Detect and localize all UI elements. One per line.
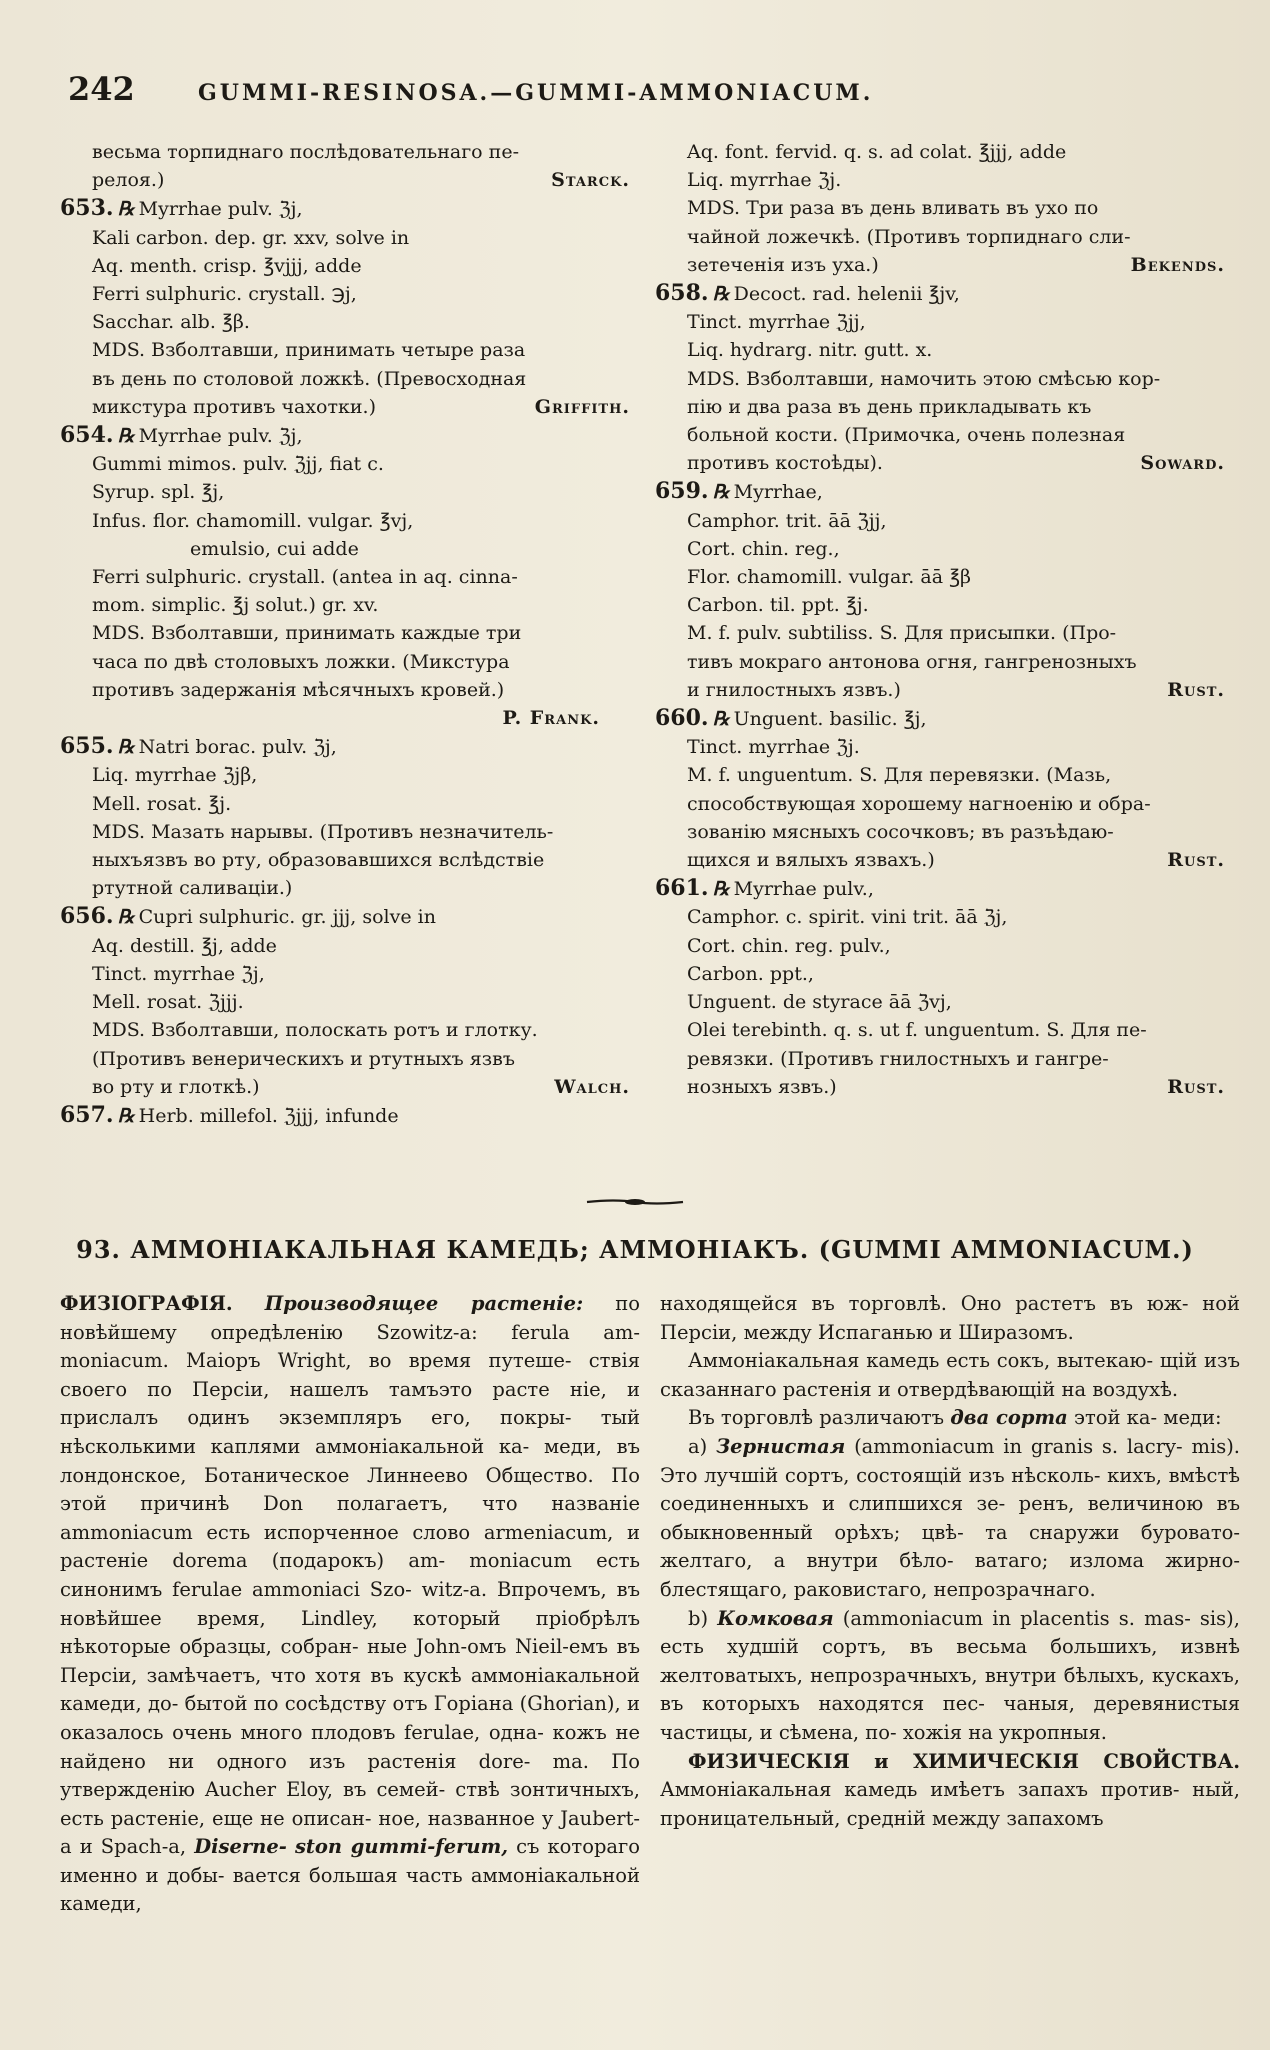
text-line: Carbon. til. ppt. ℥j. — [687, 594, 869, 617]
text-line: Sacchar. alb. ℥β. — [92, 311, 250, 334]
text-line: MDS. Взболтавши, полоскать ротъ и глотку. — [92, 1019, 538, 1042]
text-line: 661. ℞ Myrrhae pulv., — [655, 875, 874, 902]
author: Rust. — [1167, 849, 1225, 872]
text-line: способствующая хорошему нагноенію и обра- — [687, 792, 1151, 815]
text-line: Flor. chamomill. vulgar. āā ℥β — [687, 566, 972, 589]
text-line: Carbon. ppt., — [687, 962, 814, 985]
recipe-symbol: ℞ — [712, 708, 730, 731]
author: Walch. — [554, 1075, 630, 1098]
body-text: по новѣйшему опредѣленію Szowitz-a: ferula am- moniacum. Маіоръ Wright, во время путеше- ствія своего по Персіи, нашелъ тамъэто расте ніе, и прислалъ одинъ экземпляръ его, покры- тый нѣсколькими каплями аммоніакальной ка- меди, въ лондонское, Ботаническое Линнеево Общество. По этой причинѣ Don полагаетъ, что названіе ammoniacum есть испорченное слово armeniacum, и растеніе dorema (подарокъ) am- moniacum есть синонимъ ferulae ammoniaci Szo- witz-a. Впрочемъ, въ новѣйшее время, Lindley, который пріобрѣлъ нѣкоторые образцы, собран- ные John-омъ Nieil-емъ въ Персіи, замѣчаетъ, что хотя въ кускѣ аммоніакальной камеди, до- бытой по сосѣдству отъ Горіана (Ghorian), и оказалось очень много плодовъ ferulae, одна- кожъ не найдено ни одного изъ растенія dore- ma. По утвержденію Aucher Eloy, въ семей- ствѣ зонтичныхъ, есть растеніе, еще не описан- ное, названное у Jaubert-a и Spach-a, — [60, 1292, 641, 1859]
section-heading: ФИЗИЧЕСКІЯ и ХИМИЧЕСКІЯ СВОЙСТВА. — [688, 1749, 1240, 1773]
author: Griffith. — [534, 395, 630, 418]
prescription-661 — [655, 874, 1225, 1101]
text-line: Ferri sulphuric. crystall. (antea in aq. cinna- — [92, 566, 518, 589]
text-line: Kali carbon. dep. gr. xxv, solve in — [92, 226, 410, 249]
prescription-number: 659. — [655, 478, 709, 505]
sorts-paragraph: Въ торговлѣ различаютъ два сорта этой ка- меди: — [688, 1406, 1222, 1430]
text-line: ныхъязвъ во рту, образовавшихся вслѣдствіе — [92, 849, 545, 872]
recipe-symbol: ℞ — [117, 906, 135, 929]
page-header — [68, 70, 1208, 108]
section-title: 93. АММОНІАКАЛЬНАЯ КАМЕДЬ; АММОНІАКЪ. (GUMMI AMMONIACUM.) — [76, 1235, 1194, 1264]
right-column — [655, 138, 1225, 1101]
text-line: MDS. Мазать нарывы. (Противъ незначитель- — [92, 820, 554, 843]
text-line: (Противъ венерическихъ и ртутныхъ язвъ — [92, 1047, 515, 1070]
text-line: релоя.) Starck. — [60, 166, 630, 194]
author: Bekends. — [1130, 253, 1225, 276]
text-line: Aq. menth. crisp. ℥vjjj, adde — [92, 254, 362, 277]
text-line: щихся и вялыхъ язвахъ.) Rust. — [655, 846, 1225, 874]
recipe-symbol: ℞ — [712, 283, 730, 306]
text-line: Unguent. de styrace āā ℨvj, — [687, 991, 952, 1014]
text-line: Cort. chin. reg., — [687, 537, 840, 560]
text-line: 655. ℞ Natri borac. pulv. ℨj, — [60, 733, 337, 760]
section-heading: ФИЗІОГРАФІЯ. — [60, 1292, 233, 1315]
prescription-number: 654. — [60, 422, 114, 449]
text-line: 658. ℞ Decoct. rad. helenii ℥jv, — [655, 280, 960, 307]
ornament-divider — [585, 1197, 685, 1207]
text-line: Cort. chin. reg. pulv., — [687, 934, 891, 957]
text-line: 654. ℞ Myrrhae pulv. ℨj, — [60, 422, 303, 449]
text-line: M. f. pulv. subtiliss. S. Для присыпки. (Про- — [687, 622, 1117, 645]
text-line: Mell. rosat. ℨjjj. — [92, 991, 244, 1014]
body-paragraph: находящейся въ торговлѣ. Оно растетъ въ юж- ной Персіи, между Испаганью и Ширазомъ. — [660, 1292, 1240, 1344]
prescription-660 — [655, 704, 1225, 874]
text-line: Syrup. spl. ℥j, — [92, 481, 225, 504]
recipe-symbol: ℞ — [117, 736, 135, 759]
text-line: 653. ℞ Myrrhae pulv. ℨj, — [60, 195, 303, 222]
text-line: Tinct. myrrhae ℨj, — [92, 962, 265, 985]
sort-b-paragraph: b) Комковая (ammoniacum in placentis s. mas- sis), есть худшій сортъ, въ весьма большихъ, извнѣ желтоватыхъ, непрозрачныхъ, внутри бѣлыхъ, кускахъ, въ которыхъ находятся пес- чаныя, деревянистыя частицы, и сѣмена, по- хожія на укропныя. — [660, 1606, 1240, 1744]
text-line: нозныхъ язвъ.) Rust. — [655, 1073, 1225, 1101]
subheading: Производящее растеніе: — [264, 1292, 584, 1315]
prescription-number: 653. — [60, 195, 114, 222]
text-line: MDS. Взболтавши, принимать четыре раза — [92, 339, 526, 362]
text-line: зетеченія изъ уха.) Bekends. — [655, 251, 1225, 279]
recipe-symbol: ℞ — [117, 1104, 135, 1127]
text-line: ртутной саливаціи.) — [92, 877, 293, 900]
text-line: во рту и глоткѣ.) Walch. — [60, 1073, 630, 1101]
text-line: Olei terebinth. q. s. ut f. unguentum. S. Для пе- — [687, 1019, 1147, 1042]
prescription-number: 661. — [655, 875, 709, 902]
prescription-653 — [60, 194, 630, 421]
text-line: часа по двѣ столовыхъ ложки. (Микстура — [92, 650, 510, 673]
text-line: зованію мясныхъ сосочковъ; въ разъѣдаю- — [687, 820, 1114, 843]
text-line: MDS. Взболтавши, намочить этою смѣсью кор- — [687, 367, 1161, 390]
author: P. Frank. — [502, 707, 600, 730]
prescription-number: 656. — [60, 903, 114, 930]
text-line: 656. ℞ Cupri sulphuric. gr. jjj, solve in — [60, 903, 436, 930]
text-line: Infus. flor. chamomill. vulgar. ℥vj, — [92, 509, 414, 532]
author: Rust. — [1167, 678, 1225, 701]
body-left-column — [60, 1290, 640, 1919]
recipe-symbol: ℞ — [117, 425, 135, 448]
text-line: весьма торпиднаго послѣдовательнаго пе- — [92, 141, 519, 163]
text-line: чайной ложечкѣ. (Противъ торпиднаго сли- — [687, 225, 1131, 248]
text-line: 657. ℞ Herb. millefol. ℨjjj, infunde — [60, 1101, 399, 1128]
text-line: 659. ℞ Myrrhae, — [655, 478, 823, 505]
prescription-659 — [655, 477, 1225, 704]
left-column — [60, 138, 630, 1130]
text-line: и гнилостныхъ язвъ.) Rust. — [655, 676, 1225, 704]
text-line: больной кости. (Примочка, очень полезная — [687, 424, 1126, 447]
physiography-paragraph: ФИЗІОГРАФІЯ. Производящее растеніе: по новѣйшему опредѣленію Szowitz-a: ferula am- moniacum. Маіоръ Wright, во время путеше- ствія своего по Персіи, нашелъ тамъэто расте ніе, и прислалъ одинъ экземпляръ его, покры- тый нѣсколькими каплями аммоніакальной ка- меди, въ лондонское, Ботаническое Линнеево Общество. По этой причинѣ Don полагаетъ, что названіе ammoniacum есть испорченное слово armeniacum, и растеніе dorema (подарокъ) am- moniacum есть синонимъ ferulae ammoniaci Szo- witz-a. Впрочемъ, въ новѣйшее время, Lindley, который пріобрѣлъ нѣкоторые образцы, собран- ные John-омъ Nieil-емъ въ Персіи, замѣчаетъ, что хотя въ кускѣ аммоніакальной камеди, до- бытой по сосѣдству отъ Горіана (Ghorian), и оказалось очень много плодовъ ferulae, одна- кожъ не найдено ни одного изъ растенія dore- ma. По утвержденію Aucher Eloy, въ семей- ствѣ зонтичныхъ, есть растеніе, еще не описан- ное, названное у Jaubert-a и Spach-a, Diserne- ston gummi-ferum, съ котораго именно и добы- вается большая часть аммоніакальной камеди, — [60, 1292, 641, 1916]
sort-a-paragraph: a) Зернистая (ammoniacum in granis s. lacry- mis). Это лучшій сортъ, состоящій изъ нѣсколь- кихъ, вмѣстѣ соединенныхъ и слипшихся зе- ренъ, величиною въ обыкновенный орѣхъ; цвѣ- та снаружи буровато-желтаго, а внутри бѣло- ватаго; излома жирно-блестящаго, раковистаго, непрозрачнаго. — [660, 1434, 1241, 1601]
prescription-655 — [60, 732, 630, 902]
author: Soward. — [1140, 452, 1225, 475]
text-line: Liq. myrrhae ℨjβ, — [92, 764, 258, 787]
text-line: Aq. destill. ℥j, adde — [92, 934, 277, 957]
body-right-column — [660, 1290, 1240, 1833]
body-paragraph: Аммоніакальная камедь есть сокъ, вытекаю- щій изъ сказаннаго растенія и отвердѣвающій на воздухѣ. — [660, 1349, 1240, 1401]
text-line: ревязки. (Противъ гнилостныхъ и гангре- — [687, 1047, 1109, 1070]
text-line: Mell. rosat. ℥j. — [92, 792, 232, 815]
text-line: 660. ℞ Unguent. basilic. ℥j, — [655, 705, 927, 732]
text-line: emulsio, cui adde — [190, 537, 359, 560]
prescription-number: 658. — [655, 280, 709, 307]
text-line: MDS. Взболтавши, принимать каждые три — [92, 622, 522, 645]
prescription-658 — [655, 279, 1225, 477]
prescription-number: 660. — [655, 705, 709, 732]
properties-paragraph: ФИЗИЧЕСКІЯ и ХИМИЧЕСКІЯ СВОЙСТВА. Аммоніакальная камедь имѣетъ запахъ против- ный, проницательный, средній между запахомъ — [660, 1749, 1240, 1830]
text-line: тивъ мокраго антонова огня, гангренозныхъ — [687, 650, 1137, 673]
text-line: Liq. hydrarg. nitr. gutt. x. — [687, 339, 933, 362]
text-line: пію и два раза въ день прикладывать къ — [687, 395, 1092, 418]
prescription-657-continued — [655, 138, 1225, 279]
text-line: Liq. myrrhae ℨj. — [687, 169, 842, 192]
text-line: микстура противъ чахотки.) Griffith. — [60, 393, 630, 421]
continuation-entry — [60, 138, 630, 194]
text-line: противъ костоѣды). Soward. — [655, 449, 1225, 477]
text-line: Ferri sulphuric. crystall. ℈j, — [92, 283, 357, 306]
text-line: Camphor. c. spirit. vini trit. āā ℨj, — [687, 906, 1008, 929]
prescription-number: 655. — [60, 733, 114, 760]
text-line: Aq. font. fervid. q. s. ad colat. ℥jjj, adde — [687, 141, 1067, 163]
text-line: противъ задержанія мѣсячныхъ кровей.) — [92, 678, 505, 701]
text-line: Tinct. myrrhae ℨjj, — [687, 311, 866, 334]
prescription-657 — [60, 1101, 630, 1130]
recipe-symbol: ℞ — [712, 481, 730, 504]
text-line: Gummi mimos. pulv. ℨjj, fiat c. — [92, 453, 384, 476]
text-line: Camphor. trit. āā ℨjj, — [687, 509, 887, 532]
page-number: 242 — [68, 70, 135, 108]
text-line: M. f. unguentum. S. Для перевязки. (Мазь, — [687, 764, 1112, 787]
prescription-656 — [60, 902, 630, 1100]
text-line: MDS. Три раза въ день вливать въ ухо по — [687, 197, 1099, 220]
author: Rust. — [1167, 1075, 1225, 1098]
recipe-symbol: ℞ — [712, 878, 730, 901]
author: Starck. — [551, 169, 630, 192]
recipe-symbol: ℞ — [117, 198, 135, 221]
text-line: въ день по столовой ложкѣ. (Превосходная — [92, 367, 527, 390]
text-line: mom. simplic. ℥j solut.) gr. xv. — [92, 594, 379, 617]
prescription-654 — [60, 421, 630, 732]
text-line: Tinct. myrrhae ℨj. — [687, 736, 860, 759]
running-head: GUMMI-RESINOSA.—GUMMI-AMMONIACUM. — [198, 80, 874, 106]
prescription-number: 657. — [60, 1101, 114, 1128]
